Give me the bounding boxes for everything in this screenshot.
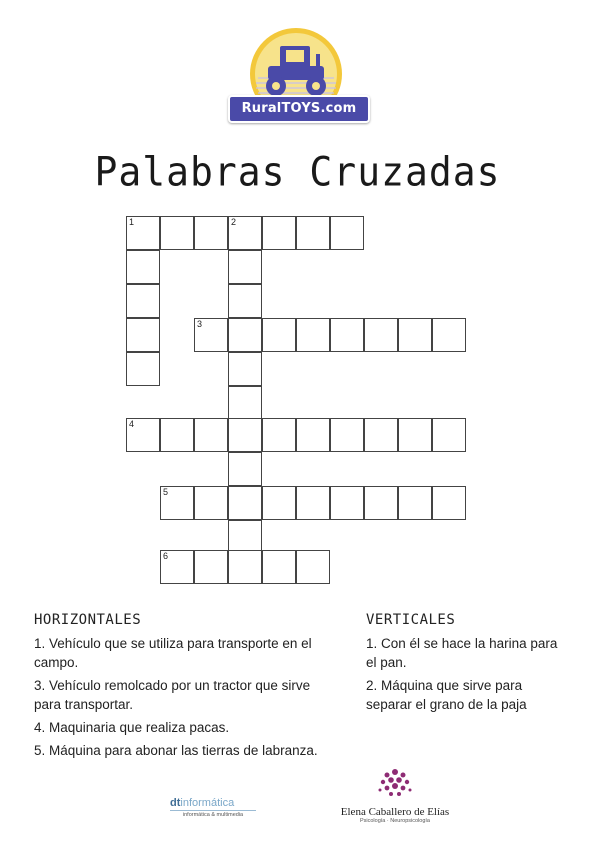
crossword-cell[interactable] bbox=[126, 250, 160, 284]
crossword-cell[interactable] bbox=[398, 486, 432, 520]
crossword-cell[interactable] bbox=[160, 550, 194, 584]
clue-number: 3 bbox=[197, 319, 203, 329]
clue-number: 2 bbox=[231, 217, 237, 227]
crossword-cell[interactable] bbox=[194, 318, 228, 352]
dt-informatica-logo bbox=[170, 797, 256, 818]
crossword-cell[interactable] bbox=[364, 318, 398, 352]
crossword-cell[interactable] bbox=[160, 486, 194, 520]
crossword-cell[interactable] bbox=[330, 418, 364, 452]
dt-brand-suffix: informática bbox=[180, 797, 235, 809]
horizontal-clues bbox=[34, 612, 334, 764]
crossword-cell[interactable] bbox=[194, 216, 228, 250]
dt-brand bbox=[170, 797, 256, 811]
crossword-cell[interactable] bbox=[228, 452, 262, 486]
crossword-cell[interactable] bbox=[296, 216, 330, 250]
clue-number: 4 bbox=[129, 419, 135, 429]
clue-h-4: 4. Maquinaria que realiza pacas. bbox=[34, 720, 230, 735]
ecde-subtitle: Psicología · Neuropsicología bbox=[359, 818, 430, 824]
crossword-cell[interactable] bbox=[194, 550, 228, 584]
clue-number: 6 bbox=[163, 551, 169, 561]
crossword-cell[interactable] bbox=[262, 418, 296, 452]
crossword-cell[interactable] bbox=[160, 216, 194, 250]
crossword-cell[interactable] bbox=[126, 216, 160, 250]
clue-number: 5 bbox=[163, 487, 169, 497]
ecde-logo bbox=[330, 766, 460, 824]
clue-h-5: 5. Máquina para abonar las tierras de labranza. bbox=[34, 743, 318, 758]
crossword-cell[interactable] bbox=[432, 418, 466, 452]
vertical-clues bbox=[366, 612, 566, 718]
crossword-cell[interactable] bbox=[364, 418, 398, 452]
crossword-cell[interactable] bbox=[398, 418, 432, 452]
crossword-cell[interactable] bbox=[228, 486, 262, 520]
crossword-cell[interactable] bbox=[296, 318, 330, 352]
clue-h-3: 3. Vehículo remolcado por un tractor que sirve para transportar. bbox=[34, 678, 311, 712]
ecde-name: Elena Caballero de Elías bbox=[340, 806, 450, 818]
crossword-cell[interactable] bbox=[194, 486, 228, 520]
crossword-cell[interactable] bbox=[228, 352, 262, 386]
crossword-cell[interactable] bbox=[330, 486, 364, 520]
crossword-cell[interactable] bbox=[398, 318, 432, 352]
crossword-cell[interactable] bbox=[296, 486, 330, 520]
crossword-cell[interactable] bbox=[296, 550, 330, 584]
crossword-cell[interactable] bbox=[126, 418, 160, 452]
crossword-cell[interactable] bbox=[262, 318, 296, 352]
clue-v-1: 1. Con él se hace la harina para el pan. bbox=[366, 636, 558, 670]
crossword-cell[interactable] bbox=[228, 250, 262, 284]
vertical-clues-title: VERTICALES bbox=[366, 612, 456, 628]
brand-name: RuralTOYS.com bbox=[228, 95, 370, 123]
crossword-cell[interactable] bbox=[432, 486, 466, 520]
crossword-cell[interactable] bbox=[160, 418, 194, 452]
crossword-cell[interactable] bbox=[194, 418, 228, 452]
crossword-cell[interactable] bbox=[126, 318, 160, 352]
ecde-dots-icon bbox=[375, 766, 415, 800]
crossword-cell[interactable] bbox=[228, 386, 262, 420]
crossword-cell[interactable] bbox=[262, 486, 296, 520]
crossword-cell[interactable] bbox=[262, 216, 296, 250]
page-title: Palabras Cruzadas bbox=[94, 148, 501, 196]
crossword-cell[interactable] bbox=[228, 520, 262, 554]
crossword-cell[interactable] bbox=[228, 418, 262, 452]
dt-tagline: informática & multimedia bbox=[182, 812, 244, 818]
clue-number: 1 bbox=[129, 217, 135, 227]
crossword-cell[interactable] bbox=[330, 318, 364, 352]
horizontal-clues-title: HORIZONTALES bbox=[34, 612, 142, 628]
crossword-cell[interactable] bbox=[126, 284, 160, 318]
crossword-cell[interactable] bbox=[228, 284, 262, 318]
clue-h-1: 1. Vehículo que se utiliza para transporte en el campo. bbox=[34, 636, 312, 670]
dt-brand-prefix: dt bbox=[170, 797, 181, 809]
crossword-cell[interactable] bbox=[432, 318, 466, 352]
crossword-cell[interactable] bbox=[330, 216, 364, 250]
crossword-cell[interactable] bbox=[228, 318, 262, 352]
crossword-cell[interactable] bbox=[228, 216, 262, 250]
crossword-cell[interactable] bbox=[126, 352, 160, 386]
crossword-cell[interactable] bbox=[262, 550, 296, 584]
clue-v-2: 2. Máquina que sirve para separar el grano de la paja bbox=[366, 678, 527, 712]
crossword-cell[interactable] bbox=[364, 486, 398, 520]
crossword-cell[interactable] bbox=[228, 550, 262, 584]
crossword-cell[interactable] bbox=[296, 418, 330, 452]
